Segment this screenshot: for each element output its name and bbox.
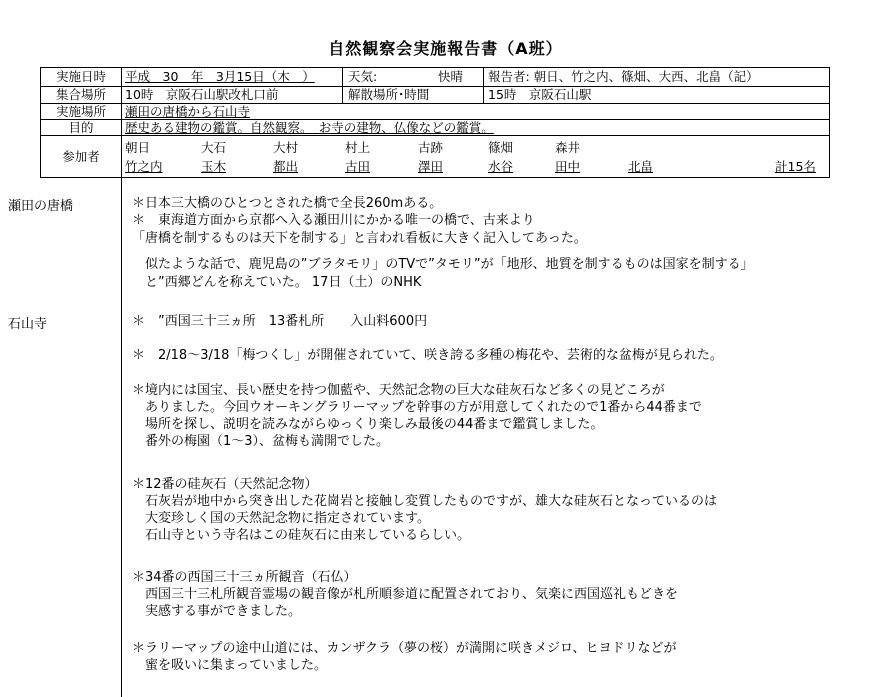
purpose-value: 歴史ある建物の鑑賞。自然観察。 お寺の建物、仏像などの鑑賞。 — [125, 120, 494, 135]
participant: 水谷 — [488, 159, 514, 174]
grid-line — [829, 67, 830, 177]
karahashi-line: 似たような話で、鹿児島の”ブラタモリ」のTVで”タモリ”が「地形、地質を制するものは国家を制する」 — [132, 257, 754, 272]
participant: 澤田 — [418, 159, 444, 174]
ishiyama-line: ありました。今回ウオーキングラリーマップを幹事の方が用意してくれたので1番から44番まで — [132, 400, 702, 415]
weather-label: 天気: — [348, 69, 378, 84]
place-value: 瀬田の唐橋から石山寺 — [125, 104, 251, 119]
ishiyama-line: ＊ ”西国三十三ヵ所 13番札所 入山料600円 — [132, 314, 428, 329]
grid-line — [40, 67, 830, 68]
karahashi-line: ＊日本三大橋のひとつとされた橋で全長260mある。 — [132, 196, 443, 211]
participant: 都出 — [273, 159, 299, 174]
section-label-karahashi: 瀬田の唐橋 — [8, 199, 74, 214]
ishiyama-line: 石灰岩が地中から突き出した花崗岩と接触し変質したものですが、雄大な硅灰石となっているのは — [132, 494, 718, 509]
karahashi-line: 「唐橋を制するものは天下を制する」と言われ看板に大きく記入してあった。 — [132, 231, 587, 246]
report-title: 自然観察会実施報告書（A班） — [328, 39, 563, 58]
participant: 古田 — [345, 159, 371, 174]
ishiyama-line: 場所を探し、説明を読みながらゆっくり楽しみ最後の44番まで鑑賞しました。 — [132, 417, 604, 432]
grid-line — [121, 67, 122, 177]
participant: 北畠 — [628, 159, 654, 174]
meeting-value: 10時 京阪石山駅改札口前 — [125, 87, 279, 102]
meeting-label: 集合場所 — [55, 87, 106, 102]
participant: 田中 — [555, 159, 581, 174]
ishiyama-line: 蜜を吸いに集まっていました。 — [132, 658, 328, 673]
section-label-ishiyamadera: 石山寺 — [8, 317, 48, 332]
grid-line — [40, 135, 830, 136]
participant: 竹之内 — [125, 159, 163, 174]
ishiyama-line: 実感する事ができました。 — [132, 604, 302, 619]
purpose-label: 目的 — [68, 120, 94, 135]
ishiyama-line: 番外の梅園（1～3）、盆梅も満開でした。 — [132, 434, 390, 449]
participant: 古跡 — [418, 140, 444, 155]
participant: 村上 — [345, 140, 371, 155]
participant: 玉木 — [201, 159, 227, 174]
dismiss-label: 解散場所･時間 — [348, 87, 430, 102]
grid-line — [342, 67, 343, 103]
karahashi-line: と”西郷どんを称えていた。 17日（土）のNHK — [132, 275, 422, 290]
weather-value: 快晴 — [438, 69, 464, 84]
reporter: 報告者: 朝日、竹之内、篠畑、大西、北畠（記） — [488, 69, 759, 84]
ishiyama-line: 大変珍しく国の天然記念物に指定されています。 — [132, 511, 430, 526]
participant: 篠畑 — [488, 140, 514, 155]
participant: 朝日 — [125, 140, 151, 155]
ishiyama-line: ＊12番の硅灰石（天然記念物） — [132, 477, 318, 492]
date-label: 実施日時 — [55, 69, 106, 84]
grid-line — [40, 177, 830, 178]
karahashi-line: ＊ 東海道方面から京都へ入る瀬田川にかかる唯一の橋で、古来より — [132, 213, 535, 228]
body-divider — [121, 177, 122, 697]
grid-line — [483, 67, 484, 103]
participants-label: 参加者 — [62, 149, 100, 164]
participant: 森井 — [555, 140, 581, 155]
place-label: 実施場所 — [55, 104, 106, 119]
ishiyama-line: ＊境内には国宝、長い歴史を持つ伽藍や、天然記念物の巨大な硅灰石など多くの見どころが — [132, 383, 665, 398]
ishiyama-line: 石山寺という寺名はこの硅灰石に由来しているらしい。 — [132, 528, 471, 543]
date-value: 平成 30 年 3月15日（木 ） — [125, 69, 315, 84]
participant-total: 計15名 — [775, 159, 816, 174]
ishiyama-line: ＊34番の西国三十三ヵ所観音（石仏） — [132, 570, 357, 585]
ishiyama-line: ＊ラリーマップの途中山道には、カンザクラ（夢の桜）が満開に咲きメジロ、ヒヨドリなどが — [132, 641, 677, 656]
ishiyama-line: 西国三十三札所観音霊場の観音像が札所順参道に配置されており、気楽に西国巡礼もどきを — [132, 587, 679, 602]
dismiss-value: 15時 京阪石山駅 — [488, 87, 592, 102]
ishiyama-line: ＊ 2/18～3/18「梅つくし」が開催されていて、咲き誇る多種の梅花や、芸術的な盆梅が見られた。 — [132, 348, 723, 363]
participant: 大石 — [201, 140, 227, 155]
participant: 大村 — [273, 140, 299, 155]
